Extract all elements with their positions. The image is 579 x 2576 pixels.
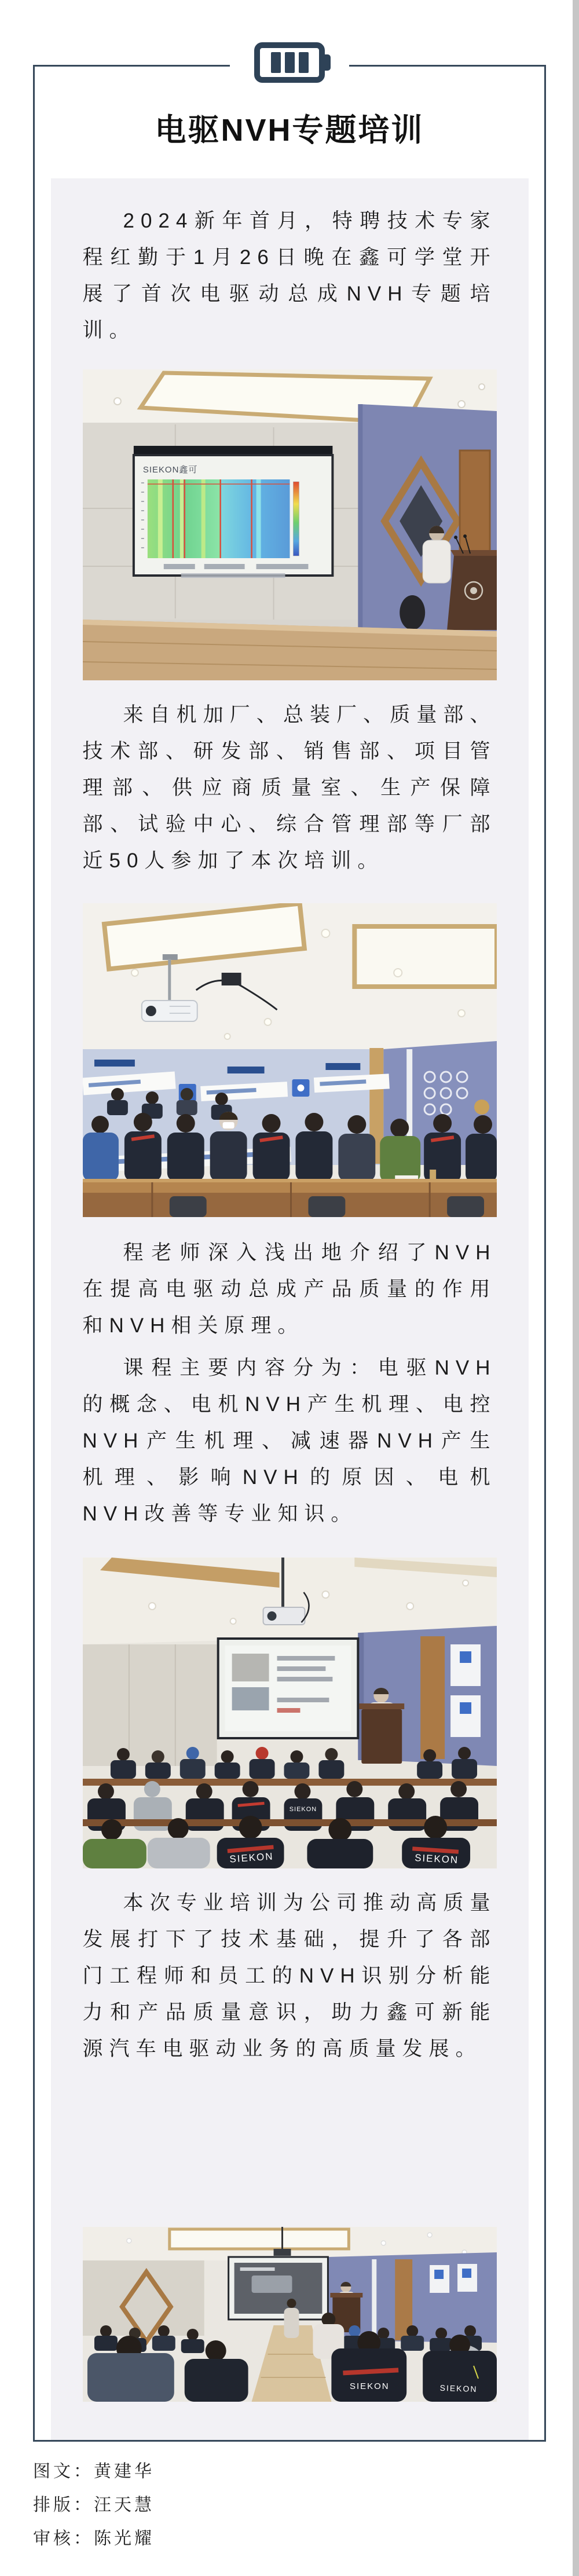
jacket-logo: SIEKON (229, 1851, 274, 1865)
screen-logo: SIEKON鑫可 (142, 464, 197, 475)
paragraph-intro: 2024新年首月，特聘技术专家程红勤于1月26日晚在鑫可学堂开展了首次电驱动总成NVH专题培训。 (82, 210, 497, 342)
paragraph-conclusion: 本次专业培训为公司推动高质量发展打下了技术基础，提升了各部门工程师和员工的NVH识别分析能力和产品质量意识，助力鑫可新能源汽车电驱动业务的高质量发展。 (82, 1892, 497, 2060)
paragraph-course-content: 课程主要内容分为：电驱NVH的概念、电机NVH产生机理、电控NVH产生机理、减速器NVH产生机理、影响NVH的原因、电机NVH改善等专业知识。 (82, 1357, 497, 1525)
photo-training-room-back-wide-art (83, 2227, 497, 2402)
battery-bar (299, 52, 309, 73)
projector-screen (133, 446, 332, 578)
battery-icon-body (254, 42, 325, 83)
gray-hoodie (147, 1838, 210, 1868)
bag (400, 595, 425, 630)
battery-bar (285, 52, 295, 73)
blue-beanie (186, 1747, 199, 1760)
coffee-cup (430, 1170, 436, 1180)
photo-training-audience-side (83, 903, 497, 1217)
photo-training-room-back-wide (83, 2227, 497, 2402)
poster (450, 1644, 481, 1686)
battery-icon (230, 34, 349, 91)
jacket-logo: SIEKON (349, 2381, 390, 2392)
photo-training-audience-back-art (83, 1558, 497, 1868)
paragraph-attendees: 来自机加厂、总装厂、质量部、技术部、研发部、销售部、项目管理部、供应商质量室、生产保障部、试验中心、综合管理部等厂部近50人参加了本次培训。 (82, 703, 497, 872)
credit-photo-text: 图文：黄建华 (33, 2462, 155, 2481)
projector (273, 2249, 291, 2256)
desks (83, 1179, 497, 1217)
projector-screen (218, 1639, 358, 1738)
desk-row (83, 1779, 497, 1786)
ceiling (83, 903, 497, 1049)
photo-training-presenter-art (83, 369, 497, 680)
battery-tip (325, 54, 331, 71)
face-mask (222, 1122, 234, 1128)
poster (450, 1695, 481, 1737)
door (420, 1636, 445, 1759)
person-in-aisle (284, 2308, 299, 2338)
gold-ornament (474, 1100, 489, 1115)
projector-screen (228, 2257, 328, 2320)
paragraph-teacher: 程老师深入浅出地介绍了NVH在提高电驱动总成产品质量的作用和NVH相关原理。 (82, 1241, 497, 1337)
battery-outline (254, 42, 325, 83)
battery-bar (271, 52, 281, 73)
credit-review: 审核：陈光耀 (33, 2529, 155, 2548)
red-cap (255, 1747, 268, 1760)
credit-layout: 排版：汪天慧 (33, 2496, 155, 2515)
article-frame (33, 65, 546, 2442)
jacket-logo: SIEKON (414, 1852, 459, 1866)
scrollbar-track[interactable] (573, 0, 579, 2576)
photo-training-audience-side-art (83, 903, 497, 1217)
colorbar (293, 482, 299, 556)
gray-blue-jacket (87, 2353, 174, 2402)
jacket-logo: SIEKON (289, 1805, 317, 1813)
footer-credits (33, 2455, 155, 2556)
gray-hood (144, 1781, 160, 1797)
page-title: 电驱NVH专题培训 (155, 113, 424, 148)
jacket-logo: SIEKON (439, 2383, 478, 2394)
green-jacket (83, 1839, 146, 1868)
photo-training-audience-back (83, 1558, 497, 1868)
blue-cap (349, 2325, 360, 2337)
photo-training-presenter (83, 369, 497, 680)
article-body-panel (51, 178, 529, 2442)
